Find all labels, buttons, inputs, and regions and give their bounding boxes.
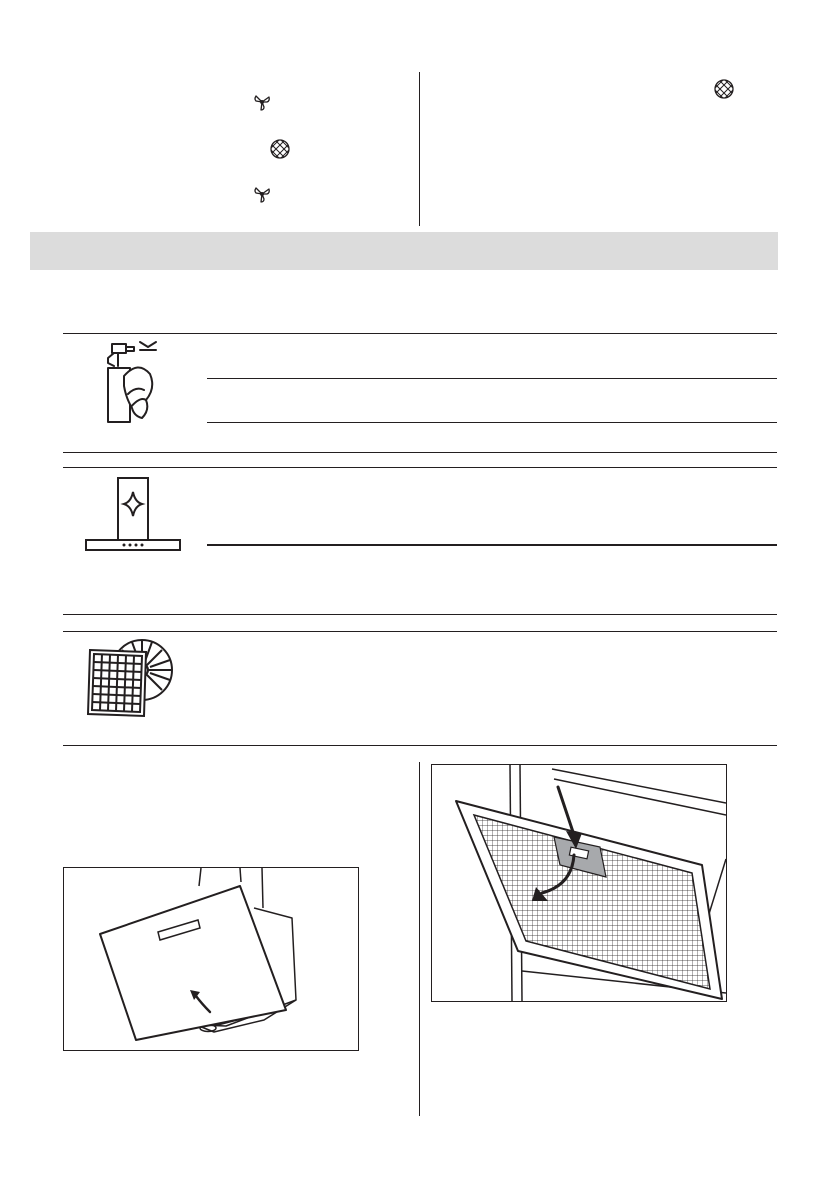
- hood-with-sparkle-icon: [84, 476, 182, 554]
- section-heading-band: [30, 232, 778, 270]
- filter-grid-icon: [269, 138, 291, 160]
- row1-inner-rule-2: [207, 422, 777, 423]
- bottom-column-divider: [419, 762, 420, 1116]
- row-separator: [63, 614, 777, 615]
- fan-icon: [252, 92, 272, 112]
- row-separator: [63, 452, 777, 453]
- table-top-rule: [63, 333, 777, 334]
- grease-filter-release-illustration: [431, 764, 727, 1002]
- filter-grid-icon: [713, 78, 735, 100]
- fan-icon: [252, 184, 272, 204]
- table-bottom-rule: [63, 745, 777, 746]
- hood-panel-opening-illustration: [63, 867, 359, 1051]
- grease-and-charcoal-filter-icon: [80, 638, 176, 722]
- row-separator: [63, 631, 777, 632]
- row1-inner-rule: [207, 378, 777, 379]
- spray-and-cloth-icon: [100, 338, 170, 428]
- grease-filter-drawing: [432, 765, 726, 1001]
- row2-inner-rule: [207, 544, 777, 546]
- row-separator: [63, 467, 777, 468]
- hood-panel-drawing: [64, 868, 358, 1050]
- top-column-divider: [419, 72, 420, 226]
